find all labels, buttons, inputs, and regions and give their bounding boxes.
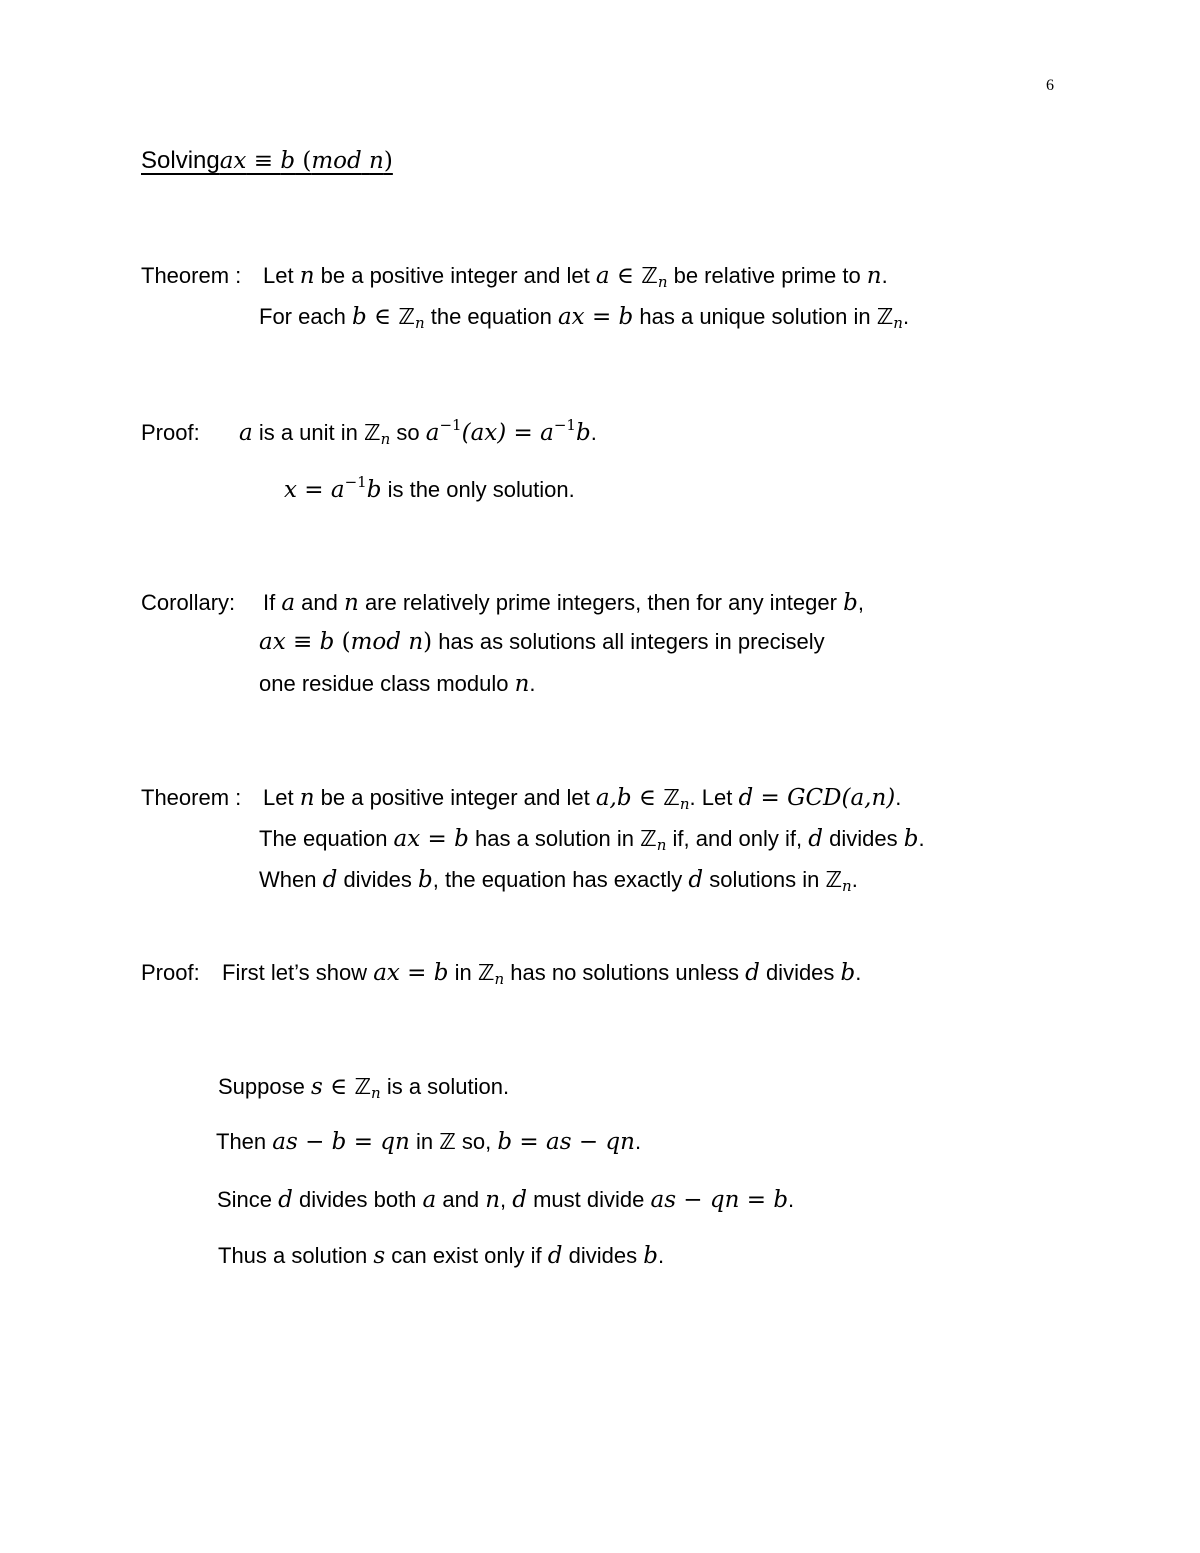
theorem2-line1: Let n be a positive integer and let a,b ∈ ℤ$_n$. Let d = GCD(a,n). xyxy=(263,785,902,813)
corollary-label: Corollary: xyxy=(141,590,236,615)
proof1-label: Proof: xyxy=(141,420,200,445)
corollary-line1: If a and n are relatively prime integers, then for any integer b, xyxy=(263,590,864,616)
proof2-step-suppose: Suppose s ∈ ℤ$_n$ is a solution. xyxy=(218,1074,510,1102)
proof2-label: Proof: xyxy=(141,960,200,985)
theorem2-line2: The equation ax = b has a solution in ℤ$_n$ if, and only if, d divides b. xyxy=(259,826,925,854)
proof2-step-then: Then as − b = qn in ℤ so, b = as − qn. xyxy=(216,1129,642,1155)
corollary-line2: ax ≡ b (mod n) has as solutions all integers in precisely xyxy=(259,629,825,655)
proof1-line2: $x = a^{-1}b$ is the only solution. xyxy=(284,473,575,503)
theorem1-line2: For each b ∈ ℤ$_n$ the equation ax = b has a unique solution in ℤ$_n$. xyxy=(259,304,910,332)
page-number: 6 xyxy=(1046,77,1054,94)
theorem1-label: Theorem : xyxy=(141,263,242,288)
corollary-line3: one residue class modulo n. xyxy=(259,671,536,697)
page-title: Solvingax ≡ b (mod n) xyxy=(141,147,393,174)
proof1-line1: a is a unit in ℤ$_n$ so $a^{-1}(ax) = a^{-1}b$. xyxy=(239,416,597,448)
theorem1-line1: Let n be a positive integer and let a ∈ ℤ$_n$ be relative prime to n. xyxy=(263,263,888,291)
proof2-step-thus: Thus a solution s can exist only if d divides b. xyxy=(218,1243,665,1269)
proof2-step-since: Since d divides both a and n, d must divide as − qn = b. xyxy=(217,1187,795,1213)
theorem2-line3: When d divides b, the equation has exactly d solutions in ℤ$_n$. xyxy=(259,867,858,895)
theorem2-label: Theorem : xyxy=(141,785,242,810)
proof2-line1: First let’s show ax = b in ℤ$_n$ has no solutions unless d divides b. xyxy=(222,960,862,988)
